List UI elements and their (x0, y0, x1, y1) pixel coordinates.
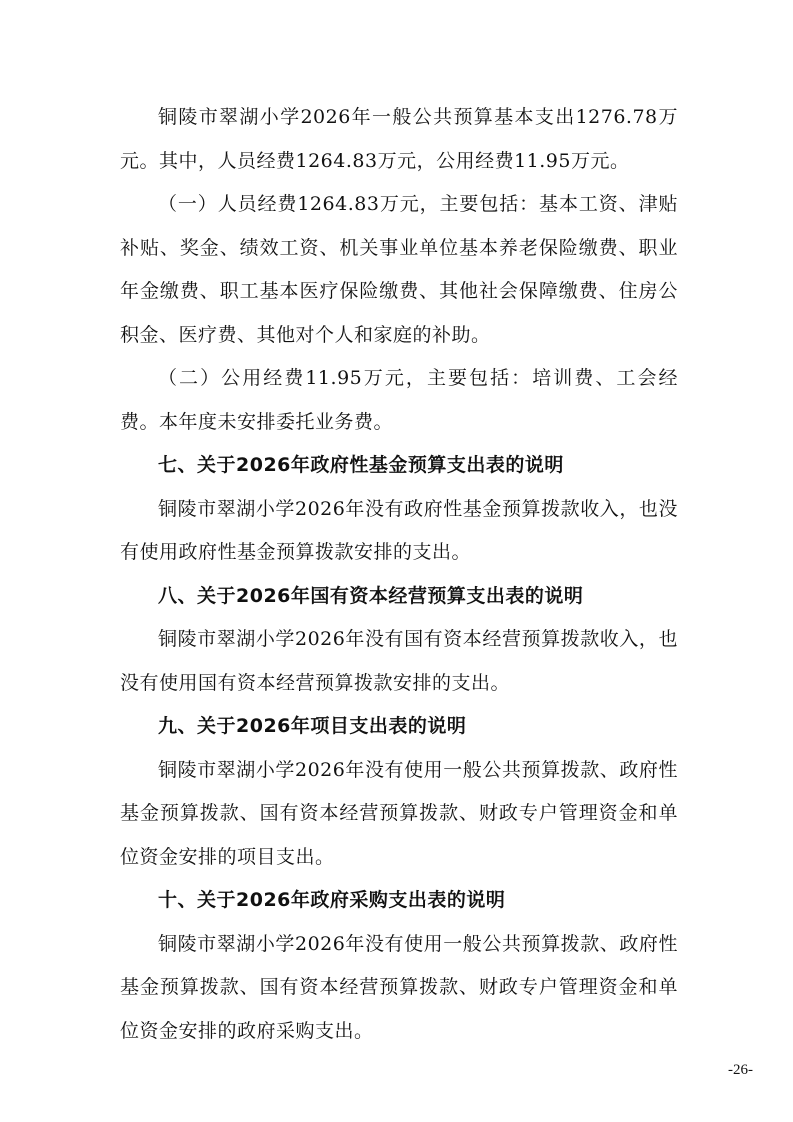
paragraph-basic-expenditure: 铜陵市翠湖小学2026年一般公共预算基本支出1276.78万元。其中，人员经费1264.83万元，公用经费11.95万元。 (120, 106, 678, 172)
paragraph-government-fund: 铜陵市翠湖小学2026年没有政府性基金预算拨款收入，也没有使用政府性基金预算拨款安排的支出。 (120, 497, 678, 563)
paragraph-public-expenses: （二）公用经费11.95万元，主要包括：培训费、工会经费。本年度未安排委托业务费。 (120, 367, 678, 433)
document-body (120, 96, 678, 1053)
paragraph-personnel-expenses: （一）人员经费1264.83万元，主要包括：基本工资、津贴补贴、奖金、绩效工资、机关事业单位基本养老保险缴费、职业年金缴费、职工基本医疗保险缴费、其他社会保障缴费、住房公积金、医疗费、其他对个人和家庭的补助。 (120, 193, 678, 346)
paragraph-project-expenditure: 铜陵市翠湖小学2026年没有使用一般公共预算拨款、政府性基金预算拨款、国有资本经营预算拨款、财政专户管理资金和单位资金安排的项目支出。 (120, 758, 678, 868)
section-heading-state-capital: 八、关于2026年国有资本经营预算支出表的说明 (158, 584, 584, 607)
section-heading-project-expenditure: 九、关于2026年项目支出表的说明 (158, 715, 467, 737)
paragraph-procurement: 铜陵市翠湖小学2026年没有使用一般公共预算拨款、政府性基金预算拨款、国有资本经营预算拨款、财政专户管理资金和单位资金安排的政府采购支出。 (120, 932, 678, 1042)
section-heading-procurement: 十、关于2026年政府采购支出表的说明 (158, 889, 506, 911)
paragraph-state-capital: 铜陵市翠湖小学2026年没有国有资本经营预算拨款收入，也没有使用国有资本经营预算拨款安排的支出。 (120, 628, 678, 694)
page-number: -26- (728, 1062, 753, 1078)
section-heading-government-fund: 七、关于2026年政府性基金预算支出表的说明 (158, 454, 564, 476)
